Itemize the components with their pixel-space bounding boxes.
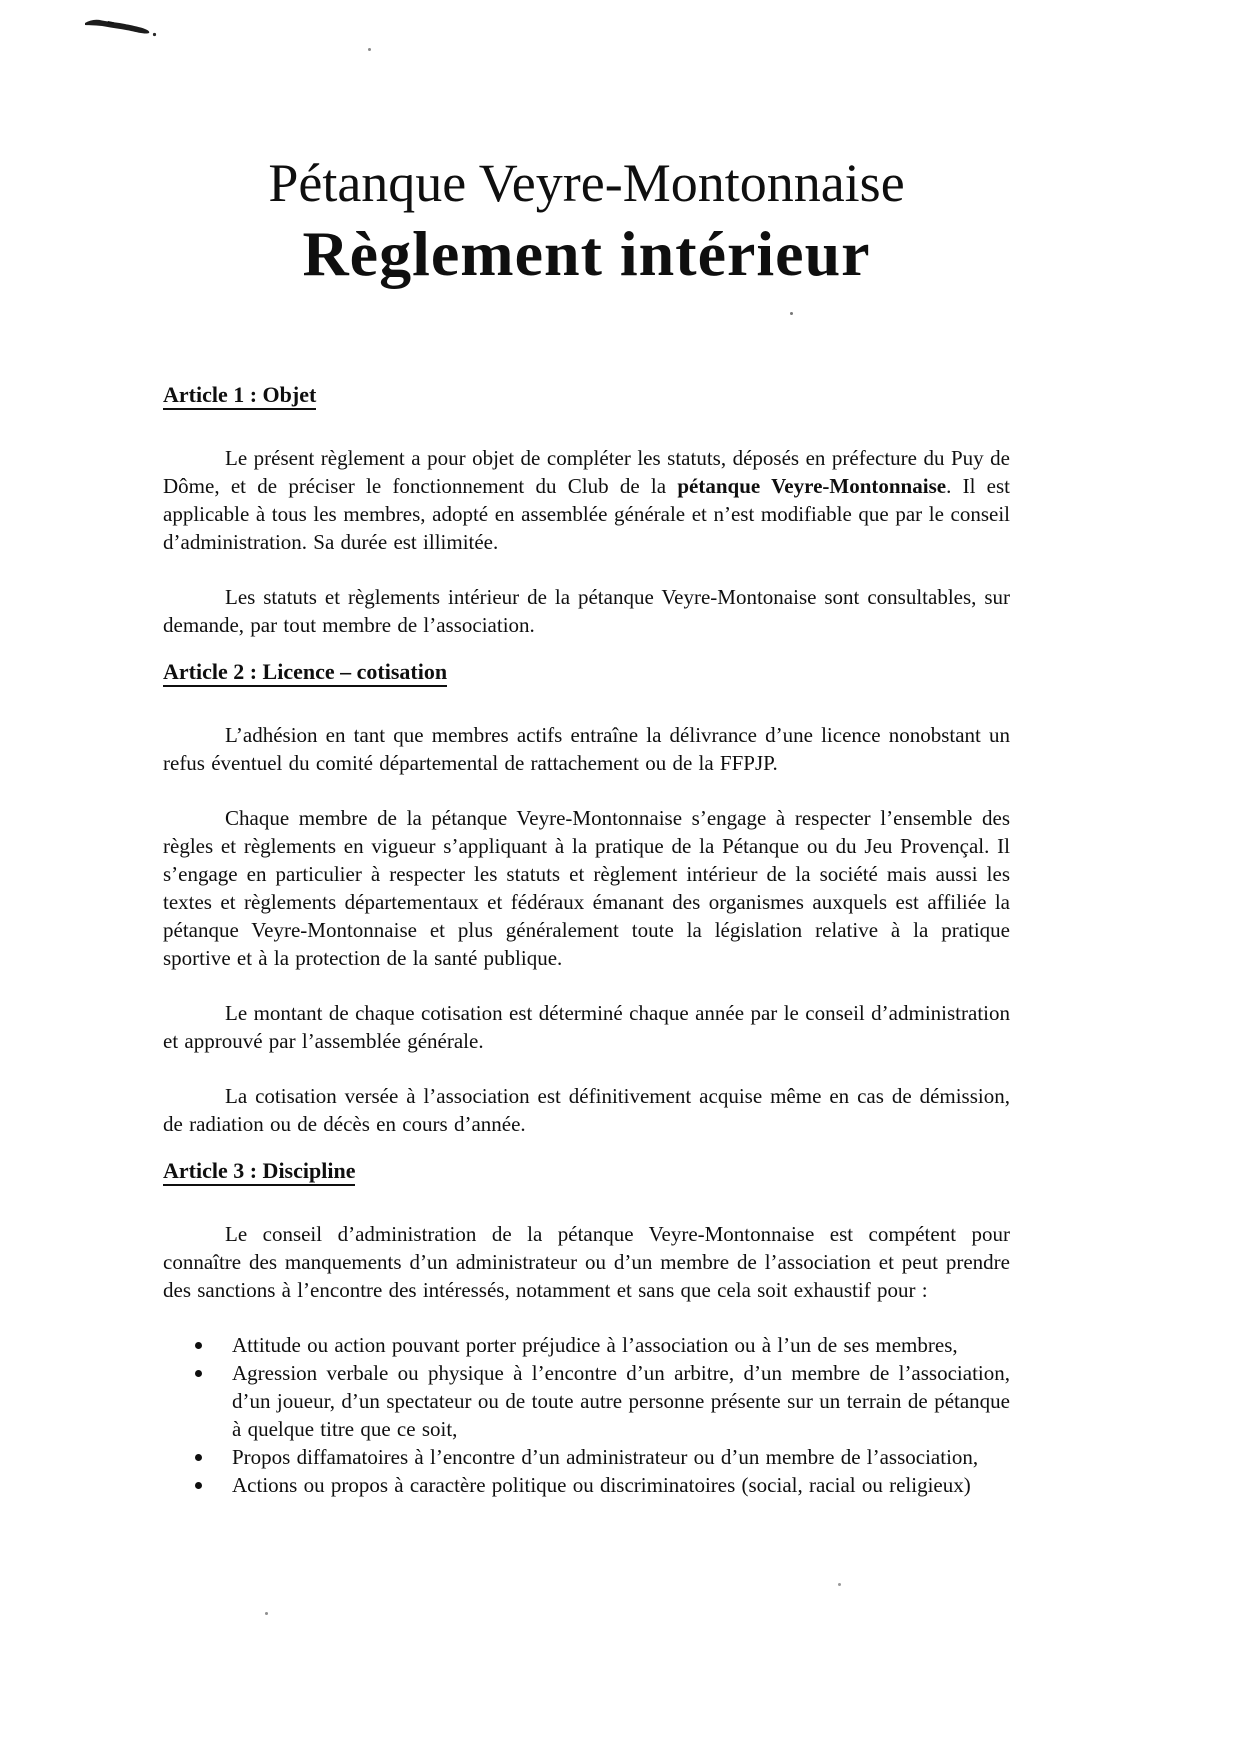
article3-paragraph-1: Le conseil d’administration de la pétanque Veyre-Montonnaise est compétent pour connaître des manquements d’un administrateur ou d’un membre de l’association et peut prendre des sanctions à l’encontre des intéressés, notamment et sans que cela soit exhaustif pour : [163,1222,1010,1302]
article2-heading-text: Article 2 : Licence – cotisation [163,659,447,687]
article1-heading [163,380,1010,410]
article1-paragraph-1 [163,444,1010,556]
article1-paragraph-2: Les statuts et règlements intérieur de la pétanque Veyre-Montonaise sont consultables, sur demande, par tout membre de l’association. [163,585,1010,637]
article3-heading-text: Article 3 : Discipline [163,1158,355,1186]
scan-speck [838,1583,841,1586]
document-title [163,150,1010,292]
sanctions-bullet-list [163,1331,1010,1499]
bullet-item: Actions ou propos à caractère politique ou discriminatoires (social, racial ou religieux) [232,1471,1010,1499]
title-main: Règlement intérieur [302,218,871,289]
article2-paragraph-1: L’adhésion en tant que membres actifs entraîne la délivrance d’une licence nonobstant un refus éventuel du comité départemental de rattachement ou de la FFPJP. [163,723,1010,775]
article2-paragraph-3: Le montant de chaque cotisation est déterminé chaque année par le conseil d’administration et approuvé par l’assemblée générale. [163,1001,1010,1053]
article3-heading [163,1156,1010,1186]
bullet-item: Attitude ou action pouvant porter préjudice à l’association ou à l’un de ses membres, [232,1331,1010,1359]
article1-paragraph-1-bold-club-name: pétanque Veyre-Montonnaise [677,474,947,498]
scan-speck [265,1612,268,1615]
article1-paragraph-1-text-before: Le présent règlement a pour objet de compléter les statuts, déposés en préfecture du Puy de Dôme, et de préciser le fonctionnement du Club de la [163,446,1010,498]
article2-paragraph-2: Chaque membre de la pétanque Veyre-Montonnaise s’engage à respecter l’ensemble des règles et règlements en vigueur s’appliquant à la pratique de la Pétanque ou du Jeu Provençal. Il s’engage en particulier à respecter les statuts et règlement intérieur de la société mais aussi les textes et règlements départementaux et fédéraux émanant des organismes auxquels est affiliée la pétanque Veyre-Montonnaise et plus généralement toute la législation relative à la pratique sportive et à la protection de la santé publique. [163,806,1010,970]
article1-heading-text: Article 1 : Objet [163,382,316,410]
title-club-name: Pétanque Veyre-Montonnaise [268,153,905,213]
article2-paragraph-4: La cotisation versée à l’association est définitivement acquise même en cas de démission, de radiation ou de décès en cours d’année. [163,1084,1010,1136]
document-body [163,0,1010,1499]
article2-heading [163,657,1010,687]
scan-smudge-mark [84,16,162,42]
bullet-item: Propos diffamatoires à l’encontre d’un administrateur ou d’un membre de l’association, [232,1443,1010,1471]
article1-paragraph-1-text-after: . Il est applicable à tous les membres, adopté en assemblée générale et n’est modifiable que par le conseil d’administration. Sa durée est illimitée. [163,474,1010,554]
bullet-item: Agression verbale ou physique à l’encontre d’un arbitre, d’un membre de l’association, d’un joueur, d’un spectateur ou de toute autre personne présente sur un terrain de pétanque à quelque titre que ce soit, [232,1361,1010,1441]
